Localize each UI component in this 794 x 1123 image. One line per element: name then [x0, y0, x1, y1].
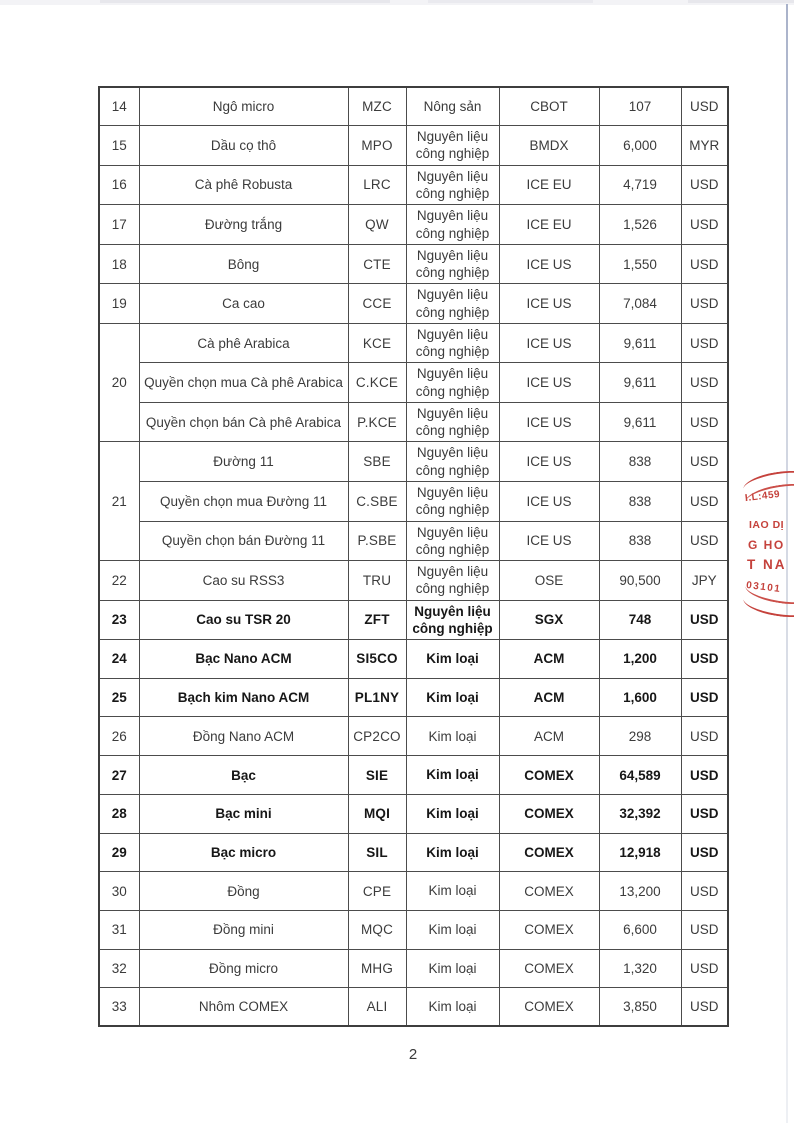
- cell-code: CPE: [348, 872, 406, 911]
- cell-name: Quyền chọn mua Cà phê Arabica: [139, 363, 348, 403]
- cell-code: MQC: [348, 910, 406, 949]
- table-row: [99, 402, 728, 442]
- cell-category: Nông sản: [406, 87, 499, 126]
- cell-currency: USD: [681, 794, 728, 833]
- cell-currency: USD: [681, 402, 728, 442]
- table-row: [99, 165, 728, 205]
- commodity-table-body: [99, 87, 728, 1026]
- table-row: [99, 717, 728, 756]
- cell-exchange: ACM: [499, 640, 599, 679]
- cell-category: Nguyên liệu công nghiệp: [406, 402, 499, 442]
- cell-exchange: ICE US: [499, 481, 599, 521]
- cell-value: 9,611: [599, 402, 681, 442]
- stamp-text-line1: IAO DỊ: [749, 519, 785, 531]
- cell-currency: USD: [681, 87, 728, 126]
- table-row: [99, 678, 728, 717]
- scan-artifact-segment: [100, 0, 390, 3]
- table-row: [99, 442, 728, 482]
- table-row: [99, 833, 728, 872]
- cell-category: Kim loại: [406, 872, 499, 911]
- table-row: [99, 87, 728, 126]
- cell-name: Bạc micro: [139, 833, 348, 872]
- cell-code: TRU: [348, 561, 406, 601]
- cell-currency: USD: [681, 165, 728, 205]
- cell-name: Cà phê Arabica: [139, 323, 348, 363]
- cell-category: Kim loại: [406, 717, 499, 756]
- cell-category: Nguyên liệu công nghiệp: [406, 363, 499, 403]
- cell-category: Nguyên liệu công nghiệp: [406, 126, 499, 166]
- cell-category: Kim loại: [406, 910, 499, 949]
- commodity-table: [98, 86, 729, 1027]
- cell-currency: USD: [681, 205, 728, 245]
- cell-code: ALI: [348, 988, 406, 1027]
- cell-value: 12,918: [599, 833, 681, 872]
- cell-exchange: ACM: [499, 678, 599, 717]
- cell-category: Nguyên liệu công nghiệp: [406, 600, 499, 640]
- scan-artifact-segment: [428, 0, 593, 3]
- cell-category: Nguyên liệu công nghiệp: [406, 521, 499, 561]
- stamp-curved-text-top: I.L:459: [744, 488, 781, 505]
- cell-code: MZC: [348, 87, 406, 126]
- cell-value: 9,611: [599, 363, 681, 403]
- cell-name: Ngô micro: [139, 87, 348, 126]
- cell-currency: USD: [681, 521, 728, 561]
- cell-row-number: 27: [99, 756, 139, 795]
- cell-value: 838: [599, 521, 681, 561]
- cell-code: SI5CO: [348, 640, 406, 679]
- cell-value: 32,392: [599, 794, 681, 833]
- cell-row-number: 22: [99, 561, 139, 601]
- cell-value: 298: [599, 717, 681, 756]
- cell-value: 107: [599, 87, 681, 126]
- cell-code: QW: [348, 205, 406, 245]
- cell-code: MHG: [348, 949, 406, 988]
- cell-row-number: 26: [99, 717, 139, 756]
- cell-row-number: 19: [99, 284, 139, 324]
- cell-currency: USD: [681, 244, 728, 284]
- cell-code: SIL: [348, 833, 406, 872]
- cell-currency: USD: [681, 988, 728, 1027]
- cell-name: Đường 11: [139, 442, 348, 482]
- cell-value: 64,589: [599, 756, 681, 795]
- cell-row-number: 16: [99, 165, 139, 205]
- cell-code: SIE: [348, 756, 406, 795]
- cell-exchange: ICE US: [499, 323, 599, 363]
- cell-name: Quyền chọn bán Đường 11: [139, 521, 348, 561]
- cell-code: KCE: [348, 323, 406, 363]
- cell-value: 1,200: [599, 640, 681, 679]
- cell-exchange: OSE: [499, 561, 599, 601]
- cell-category: Nguyên liệu công nghiệp: [406, 561, 499, 601]
- cell-exchange: COMEX: [499, 949, 599, 988]
- cell-currency: USD: [681, 363, 728, 403]
- scan-top-edge-artifact: [0, 0, 794, 5]
- page-number: 2: [408, 1046, 418, 1063]
- cell-name: Bông: [139, 244, 348, 284]
- cell-row-number: 31: [99, 910, 139, 949]
- cell-currency: USD: [681, 756, 728, 795]
- cell-code: LRC: [348, 165, 406, 205]
- cell-code: PL1NY: [348, 678, 406, 717]
- cell-code: SBE: [348, 442, 406, 482]
- cell-category: Nguyên liệu công nghiệp: [406, 284, 499, 324]
- cell-code: C.KCE: [348, 363, 406, 403]
- table-row: [99, 205, 728, 245]
- table-row: [99, 323, 728, 363]
- cell-category: Kim loại: [406, 833, 499, 872]
- cell-currency: MYR: [681, 126, 728, 166]
- cell-value: 838: [599, 442, 681, 482]
- cell-row-number: 18: [99, 244, 139, 284]
- cell-row-number: 17: [99, 205, 139, 245]
- table-row: [99, 284, 728, 324]
- stamp-curved-text-bottom: 03101: [745, 579, 782, 596]
- cell-value: 1,320: [599, 949, 681, 988]
- cell-value: 6,600: [599, 910, 681, 949]
- cell-name: Đồng micro: [139, 949, 348, 988]
- cell-exchange: ICE US: [499, 442, 599, 482]
- cell-code: CP2CO: [348, 717, 406, 756]
- cell-currency: USD: [681, 442, 728, 482]
- cell-exchange: CBOT: [499, 87, 599, 126]
- cell-category: Kim loại: [406, 756, 499, 795]
- cell-category: Kim loại: [406, 794, 499, 833]
- table-row: [99, 872, 728, 911]
- cell-category: Kim loại: [406, 678, 499, 717]
- table-row: [99, 794, 728, 833]
- cell-exchange: ICE US: [499, 521, 599, 561]
- table-row: [99, 600, 728, 640]
- cell-exchange: ICE US: [499, 244, 599, 284]
- cell-code: P.KCE: [348, 402, 406, 442]
- cell-value: 748: [599, 600, 681, 640]
- cell-name: Bạc mini: [139, 794, 348, 833]
- table-row: [99, 756, 728, 795]
- cell-name: Bạc Nano ACM: [139, 640, 348, 679]
- cell-name: Đường trắng: [139, 205, 348, 245]
- cell-category: Nguyên liệu công nghiệp: [406, 205, 499, 245]
- stamp-text-line2: G HO: [748, 538, 785, 552]
- cell-currency: USD: [681, 717, 728, 756]
- cell-code: ZFT: [348, 600, 406, 640]
- cell-currency: USD: [681, 600, 728, 640]
- cell-row-number: 23: [99, 600, 139, 640]
- cell-name: Cà phê Robusta: [139, 165, 348, 205]
- cell-exchange: ICE EU: [499, 165, 599, 205]
- cell-value: 1,550: [599, 244, 681, 284]
- cell-value: 90,500: [599, 561, 681, 601]
- cell-row-number: 24: [99, 640, 139, 679]
- table-row: [99, 988, 728, 1027]
- cell-row-number: 15: [99, 126, 139, 166]
- cell-row-number: 32: [99, 949, 139, 988]
- cell-category: Nguyên liệu công nghiệp: [406, 244, 499, 284]
- cell-name: Dầu cọ thô: [139, 126, 348, 166]
- cell-currency: USD: [681, 481, 728, 521]
- cell-name: Đồng: [139, 872, 348, 911]
- cell-exchange: ICE EU: [499, 205, 599, 245]
- cell-currency: USD: [681, 323, 728, 363]
- cell-code: P.SBE: [348, 521, 406, 561]
- cell-exchange: BMDX: [499, 126, 599, 166]
- cell-name: Quyền chọn bán Cà phê Arabica: [139, 402, 348, 442]
- cell-name: Bạc: [139, 756, 348, 795]
- cell-value: 7,084: [599, 284, 681, 324]
- cell-row-number: 29: [99, 833, 139, 872]
- cell-exchange: COMEX: [499, 794, 599, 833]
- cell-exchange: ICE US: [499, 402, 599, 442]
- cell-category: Kim loại: [406, 640, 499, 679]
- cell-code: MPO: [348, 126, 406, 166]
- cell-row-number: 14: [99, 87, 139, 126]
- cell-exchange: ICE US: [499, 284, 599, 324]
- cell-row-number: 33: [99, 988, 139, 1027]
- cell-row-number: 21: [99, 442, 139, 561]
- table-row: [99, 363, 728, 403]
- cell-category: Kim loại: [406, 988, 499, 1027]
- stamp-text-line3: T NA: [747, 557, 787, 572]
- cell-category: Kim loại: [406, 949, 499, 988]
- cell-name: Đồng mini: [139, 910, 348, 949]
- cell-exchange: COMEX: [499, 910, 599, 949]
- cell-value: 6,000: [599, 126, 681, 166]
- cell-value: 9,611: [599, 323, 681, 363]
- cell-value: 3,850: [599, 988, 681, 1027]
- table-row: [99, 561, 728, 601]
- cell-name: Ca cao: [139, 284, 348, 324]
- table-row: [99, 521, 728, 561]
- cell-name: Cao su RSS3: [139, 561, 348, 601]
- cell-currency: USD: [681, 640, 728, 679]
- cell-category: Nguyên liệu công nghiệp: [406, 165, 499, 205]
- cell-row-number: 30: [99, 872, 139, 911]
- cell-value: 4,719: [599, 165, 681, 205]
- cell-value: 13,200: [599, 872, 681, 911]
- cell-currency: JPY: [681, 561, 728, 601]
- cell-row-number: 25: [99, 678, 139, 717]
- cell-exchange: COMEX: [499, 833, 599, 872]
- cell-currency: USD: [681, 872, 728, 911]
- cell-name: Đồng Nano ACM: [139, 717, 348, 756]
- cell-name: Quyền chọn mua Đường 11: [139, 481, 348, 521]
- cell-exchange: COMEX: [499, 756, 599, 795]
- cell-value: 838: [599, 481, 681, 521]
- cell-row-number: 20: [99, 323, 139, 442]
- cell-code: CTE: [348, 244, 406, 284]
- cell-code: MQI: [348, 794, 406, 833]
- table-row: [99, 126, 728, 166]
- table-row: [99, 949, 728, 988]
- cell-name: Nhôm COMEX: [139, 988, 348, 1027]
- scan-artifact-segment: [688, 0, 794, 3]
- table-row: [99, 244, 728, 284]
- cell-currency: USD: [681, 949, 728, 988]
- table-row: [99, 640, 728, 679]
- cell-exchange: COMEX: [499, 872, 599, 911]
- cell-code: C.SBE: [348, 481, 406, 521]
- cell-currency: USD: [681, 833, 728, 872]
- cell-exchange: COMEX: [499, 988, 599, 1027]
- table-row: [99, 481, 728, 521]
- cell-exchange: ACM: [499, 717, 599, 756]
- cell-name: Cao su TSR 20: [139, 600, 348, 640]
- table-row: [99, 910, 728, 949]
- cell-category: Nguyên liệu công nghiệp: [406, 442, 499, 482]
- cell-row-number: 28: [99, 794, 139, 833]
- cell-exchange: SGX: [499, 600, 599, 640]
- cell-currency: USD: [681, 910, 728, 949]
- cell-exchange: ICE US: [499, 363, 599, 403]
- cell-value: 1,600: [599, 678, 681, 717]
- cell-currency: USD: [681, 284, 728, 324]
- cell-category: Nguyên liệu công nghiệp: [406, 481, 499, 521]
- cell-currency: USD: [681, 678, 728, 717]
- cell-category: Nguyên liệu công nghiệp: [406, 323, 499, 363]
- cell-value: 1,526: [599, 205, 681, 245]
- cell-code: CCE: [348, 284, 406, 324]
- red-seal-stamp: [740, 468, 794, 620]
- cell-name: Bạch kim Nano ACM: [139, 678, 348, 717]
